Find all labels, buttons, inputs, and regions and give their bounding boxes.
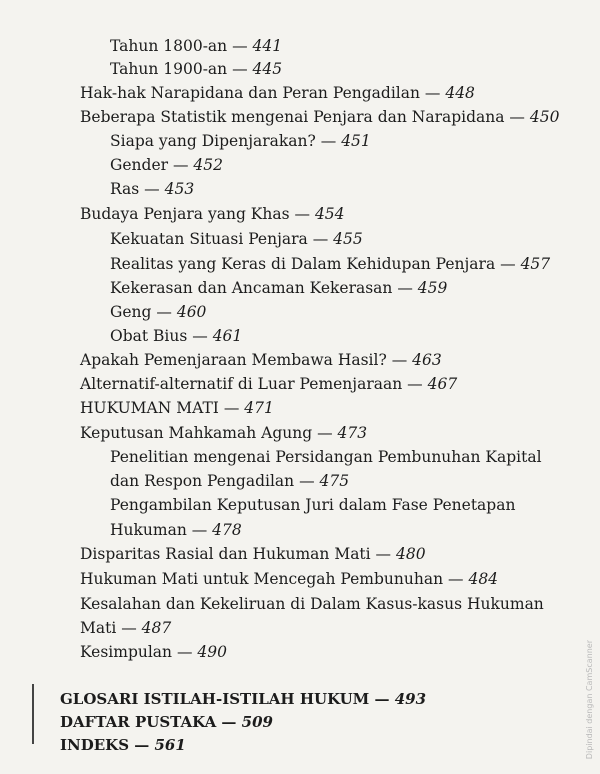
toc-entry: Gender — 452 <box>110 156 223 174</box>
toc-entry: Tahun 1800-an — 441 <box>110 37 283 55</box>
toc-entry: HUKUMAN MATI — 471 <box>80 399 274 417</box>
toc-entry: Mati — 487 <box>80 619 172 637</box>
toc-entry: Budaya Penjara yang Khas — 454 <box>80 205 345 223</box>
toc-entry: Kekerasan dan Ancaman Kekerasan — 459 <box>110 279 448 297</box>
toc-entry: Realitas yang Keras di Dalam Kehidupan Penjara — 457 <box>110 255 551 273</box>
toc-entry: Ras — 453 <box>110 180 195 198</box>
toc-entry: Obat Bius — 461 <box>110 327 243 345</box>
toc-entry: Tahun 1900-an — 445 <box>110 60 283 78</box>
toc-entry: Hak-hak Narapidana dan Peran Pengadilan — 448 <box>80 84 475 102</box>
toc-entry: Geng — 460 <box>110 303 207 321</box>
toc-entry: Keputusan Mahkamah Agung — 473 <box>80 424 368 442</box>
toc-entry: Disparitas Rasial dan Hukuman Mati — 480 <box>80 545 426 563</box>
back-matter-entry: GLOSARI ISTILAH-ISTILAH HUKUM — 493 <box>60 690 427 708</box>
toc-entry: Alternatif-alternatif di Luar Pemenjaraan — 467 <box>80 375 458 393</box>
toc-entry: Kekuatan Situasi Penjara — 455 <box>110 230 363 248</box>
toc-entry: Siapa yang Dipenjarakan? — 451 <box>110 132 371 150</box>
toc-entry: Beberapa Statistik mengenai Penjara dan Narapidana — 450 <box>80 108 560 126</box>
toc-entry: Hukuman — 478 <box>110 521 242 539</box>
page-edge-mark <box>32 684 34 744</box>
toc-entry: Kesimpulan — 490 <box>80 643 227 661</box>
toc-entry: Apakah Pemenjaraan Membawa Hasil? — 463 <box>80 351 442 369</box>
back-matter-entry: INDEKS — 561 <box>60 736 186 754</box>
toc-entry: Hukuman Mati untuk Mencegah Pembunuhan — 484 <box>80 570 499 588</box>
back-matter-entry: DAFTAR PUSTAKA — 509 <box>60 713 273 731</box>
toc-entry: Kesalahan dan Kekeliruan di Dalam Kasus-kasus Hukuman <box>80 595 544 613</box>
toc-entry: Penelitian mengenai Persidangan Pembunuhan Kapital <box>110 448 542 466</box>
toc-entry: dan Respon Pengadilan — 475 <box>110 472 350 490</box>
toc-entry: Pengambilan Keputusan Juri dalam Fase Penetapan <box>110 496 516 514</box>
scanner-watermark: Dipindai dengan CamScanner <box>585 640 594 760</box>
